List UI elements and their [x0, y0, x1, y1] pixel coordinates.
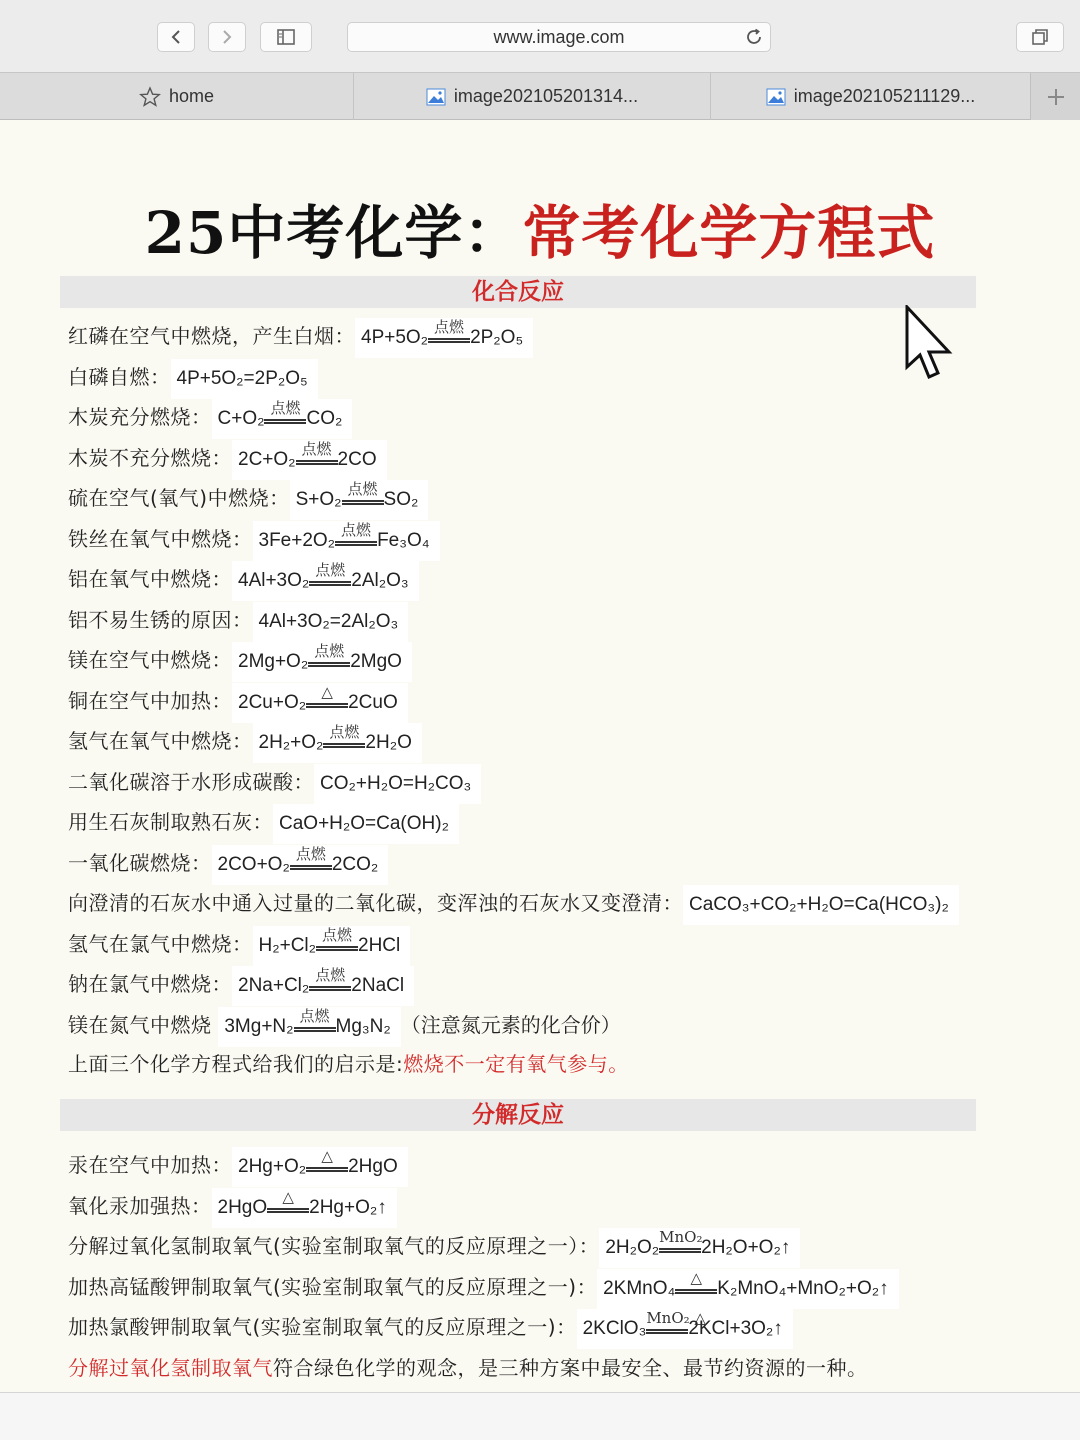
equation-products: K₂MnO₄+MnO₂+O₂↑	[717, 1277, 889, 1299]
equation-products: Fe₃O₄	[377, 529, 430, 551]
reaction-label: 铜在空气中加热：	[68, 688, 232, 713]
reaction-label: 氢气在氧气中燃烧：	[68, 729, 253, 753]
equals-bars	[342, 500, 384, 505]
equation-reactants: 2CO+O₂	[217, 853, 290, 875]
equation-reactants: 2Cu+O₂	[238, 691, 307, 713]
equation-reactants: 2Na+Cl₂	[238, 975, 310, 996]
reaction-equation	[355, 318, 533, 358]
new-tab-button[interactable]	[1030, 73, 1080, 120]
reaction-condition	[290, 845, 332, 885]
tab-image-1[interactable]	[354, 73, 711, 120]
page-footer	[0, 1392, 1080, 1440]
condition-text: 点燃	[270, 399, 301, 417]
equation-products: 2MgO	[350, 651, 402, 672]
equals-bars	[308, 662, 350, 667]
reaction-line	[68, 1186, 397, 1226]
reaction-equation	[253, 521, 440, 561]
equals-bars	[316, 946, 358, 951]
reaction-equation	[683, 885, 959, 925]
equation-reactants: 2KMnO₄	[603, 1277, 676, 1299]
reaction-label: 硫在空气(氧气)中燃烧：	[68, 486, 290, 510]
reaction-condition	[646, 1309, 706, 1349]
reaction-label: 汞在空气中加热：	[68, 1153, 232, 1177]
reaction-equation	[577, 1309, 793, 1349]
reaction-line	[68, 681, 408, 721]
tab-bar	[0, 72, 1080, 120]
equation-products: 2HCl	[358, 934, 401, 956]
reaction-condition	[342, 480, 384, 520]
condition-text: 点燃	[315, 561, 346, 579]
image-icon	[766, 88, 786, 106]
reaction-line	[68, 316, 533, 356]
reaction-line	[68, 1226, 800, 1266]
reaction-label: 向澄清的石灰水中通入过量的二氧化碳，变浑浊的石灰水又变澄清：	[68, 891, 683, 915]
reaction-line	[68, 1267, 899, 1307]
reaction-label: 加热高锰酸钾制取氧气(实验室制取氧气的反应原理之一)：	[68, 1274, 598, 1299]
reaction-label: 铝不易生锈的原因：	[68, 607, 253, 632]
reaction-equation	[253, 602, 409, 642]
reaction-condition	[267, 1188, 309, 1228]
tab-image-2-label: image202105211129...	[793, 86, 976, 106]
equals-bars	[294, 1027, 336, 1032]
conclusion-line: 分解过氧化氢制取氧气符合绿色化学的观念，是三种方案中最安全、最节约资源的一种。	[68, 1356, 868, 1380]
reaction-label: 分解过氧化氢制取氧气(实验室制取氧气的反应原理之一）：	[68, 1234, 600, 1258]
reaction-line	[68, 559, 419, 599]
page-title: 25中考化学：常考化学方程式	[144, 199, 936, 267]
condition-text: △	[321, 1147, 333, 1165]
url-text: www.image.com	[493, 27, 625, 47]
condition-text: 点燃	[314, 642, 345, 660]
reaction-equation	[232, 440, 387, 480]
reaction-condition	[309, 966, 351, 1006]
condition-text: 点燃	[347, 480, 378, 498]
equation-reactants: 4Al+3O₂	[238, 570, 310, 591]
condition-text: 点燃	[329, 723, 360, 741]
reaction-equation	[171, 359, 318, 399]
reaction-condition	[316, 926, 358, 966]
equals-bars	[306, 1167, 348, 1172]
reaction-line	[68, 802, 459, 842]
equation-products: 2Hg+O₂↑	[309, 1196, 387, 1218]
plus-icon	[1046, 87, 1066, 107]
reaction-label: 红磷在空气中燃烧，产生白烟：	[68, 324, 355, 348]
reaction-label: 二氧化碳溶于水形成碳酸：	[68, 769, 314, 794]
reaction-condition	[309, 561, 351, 601]
reaction-equation	[232, 561, 419, 601]
reaction-line	[68, 1307, 793, 1347]
equation-products: 2H₂O	[365, 732, 412, 753]
reaction-line	[68, 924, 410, 964]
tab-home-label: home	[168, 86, 215, 106]
reaction-label: 氧化汞加强热：	[68, 1193, 212, 1218]
reaction-equation	[212, 845, 389, 885]
equals-bars	[267, 1208, 309, 1213]
tab-image-1-label: image202105201314...	[453, 86, 639, 106]
section-header-combination: 化合反应	[60, 276, 976, 308]
tabs-overview-icon	[1031, 28, 1049, 46]
equals-bars	[306, 703, 348, 708]
reaction-label: 铝在氧气中燃烧：	[68, 567, 232, 591]
equals-bars	[309, 986, 351, 991]
reaction-label: 氢气在氯气中燃烧：	[68, 931, 253, 956]
equals-bars	[323, 743, 365, 748]
reaction-line	[68, 964, 414, 1004]
condition-text: 点燃	[299, 1006, 330, 1025]
reaction-condition	[323, 723, 365, 763]
equation-reactants: 2C+O₂	[238, 448, 296, 470]
reaction-line	[68, 478, 428, 518]
browser-toolbar	[0, 0, 1080, 72]
reaction-line	[68, 1145, 408, 1185]
equation-products: Mg₃N₂	[335, 1015, 391, 1037]
reaction-equation	[232, 966, 414, 1006]
reaction-label: 镁在氮气中燃烧	[68, 1012, 219, 1037]
condition-text: △	[321, 682, 333, 701]
tab-image-2[interactable]	[711, 73, 1031, 120]
reaction-note: （注意氮元素的化合价）	[400, 1012, 621, 1037]
reaction-line	[68, 640, 412, 680]
forward-button[interactable]	[208, 22, 246, 52]
reaction-condition	[306, 683, 348, 723]
reaction-line	[68, 397, 352, 437]
condition-text: △	[282, 1187, 294, 1206]
reaction-condition	[659, 1228, 701, 1268]
equation-products: 2CO	[337, 448, 377, 470]
reaction-line	[68, 519, 440, 559]
reaction-equation	[232, 683, 408, 723]
chevron-left-icon	[169, 29, 183, 45]
reaction-condition	[264, 399, 306, 439]
reaction-line	[68, 721, 422, 761]
reaction-equation	[314, 764, 481, 804]
mouse-cursor-icon	[904, 305, 956, 381]
equals-bars	[264, 419, 306, 424]
equation-products: 2NaCl	[351, 975, 405, 996]
reaction-line	[68, 1005, 621, 1045]
equation-products: 2HgO	[348, 1156, 398, 1177]
condition-text: 点燃	[295, 844, 326, 863]
equation-reactants: 4Al+3O₂=2Al₂O₃	[258, 610, 399, 632]
equals-bars	[296, 460, 338, 465]
reaction-label: 钠在氯气中燃烧：	[68, 972, 232, 996]
tab-home[interactable]	[0, 73, 354, 120]
reaction-condition	[428, 318, 470, 358]
reaction-label: 木炭充分燃烧：	[68, 405, 212, 429]
reaction-equation	[212, 1188, 397, 1228]
condition-text: 点燃	[434, 318, 465, 336]
reaction-condition	[335, 521, 377, 561]
reaction-label: 加热氯酸钾制取氧气(实验室制取氧气的反应原理之一)：	[68, 1315, 577, 1339]
equation-reactants: 3Mg+N₂	[224, 1015, 294, 1037]
insight-line: 上面三个化学方程式给我们的启示是:燃烧不一定有氧气参与。	[68, 1052, 629, 1076]
reload-icon[interactable]	[744, 27, 764, 47]
tabs-overview-button[interactable]	[1016, 22, 1064, 52]
image-icon	[426, 88, 446, 106]
reaction-line	[68, 762, 481, 802]
equation-reactants: CaO+H₂O=Ca(OH)₂	[279, 813, 449, 834]
reaction-equation	[232, 1147, 408, 1187]
star-icon	[139, 86, 161, 108]
reaction-label: 镁在空气中燃烧：	[68, 648, 232, 672]
equation-reactants: 2H₂O₂	[605, 1237, 660, 1258]
reaction-equation	[212, 399, 353, 439]
reaction-line	[68, 438, 387, 478]
equals-bars	[428, 338, 470, 343]
equation-reactants: 3Fe+2O₂	[258, 529, 336, 551]
reaction-line	[68, 600, 408, 640]
equation-reactants: C+O₂	[217, 408, 265, 429]
equation-products: 2Al₂O₃	[351, 570, 409, 591]
reaction-equation	[290, 480, 429, 520]
sidebar-button[interactable]	[260, 22, 312, 52]
reaction-condition	[308, 642, 350, 682]
equation-products: CO₂	[306, 408, 343, 429]
reaction-condition	[296, 440, 338, 480]
reaction-label: 用生石灰制取熟石灰：	[68, 810, 273, 834]
condition-text: MnO₂ △	[646, 1309, 706, 1327]
equals-bars	[646, 1329, 688, 1334]
equation-reactants: 4P+5O₂	[361, 327, 429, 348]
equals-bars	[675, 1289, 717, 1294]
equation-reactants: 2Hg+O₂	[238, 1156, 307, 1177]
reaction-label: 木炭不充分燃烧：	[68, 445, 232, 470]
reaction-equation	[232, 642, 412, 682]
equation-reactants: H₂+Cl₂	[258, 934, 317, 956]
reaction-line	[68, 883, 959, 923]
equals-bars	[659, 1248, 701, 1253]
equation-reactants: 2HgO	[217, 1196, 268, 1218]
condition-text: MnO₂	[659, 1228, 703, 1246]
equation-products: 2KCl+3O₂↑	[688, 1318, 783, 1339]
equation-reactants: CaCO₃+CO₂+H₂O=Ca(HCO₃)₂	[689, 894, 949, 915]
equation-products: 2H₂O+O₂↑	[701, 1237, 791, 1258]
address-bar[interactable]	[347, 22, 771, 52]
chevron-right-icon	[220, 29, 234, 45]
reaction-equation	[273, 804, 459, 844]
reaction-equation	[253, 723, 422, 763]
condition-text: △	[690, 1268, 703, 1287]
condition-text: 点燃	[301, 439, 332, 458]
equation-reactants: S+O₂	[295, 489, 342, 510]
equals-bars	[309, 581, 351, 586]
reaction-equation	[218, 1007, 400, 1047]
equation-products: 2CuO	[348, 691, 398, 713]
back-button[interactable]	[157, 22, 195, 52]
equation-reactants: 2Mg+O₂	[238, 651, 309, 672]
reaction-label: 一氧化碳燃烧：	[68, 850, 212, 875]
equation-reactants: 2KClO₃	[582, 1318, 647, 1339]
reaction-label: 铁丝在氧气中燃烧：	[68, 526, 253, 551]
reaction-equation	[253, 926, 411, 966]
reaction-line	[68, 357, 318, 397]
equation-products: 2CO₂	[331, 853, 379, 875]
condition-text: 点燃	[341, 520, 372, 539]
reaction-equation	[597, 1269, 899, 1309]
condition-text: 点燃	[322, 925, 353, 944]
equals-bars	[290, 865, 332, 870]
equals-bars	[335, 541, 377, 546]
equation-reactants: 2H₂+O₂	[258, 732, 324, 753]
reaction-condition	[294, 1007, 336, 1047]
equation-products: SO₂	[383, 489, 419, 510]
equation-reactants: 4P+5O₂=2P₂O₅	[176, 367, 308, 389]
sidebar-icon	[277, 29, 295, 45]
reaction-condition	[675, 1269, 717, 1309]
equation-products: 2P₂O₅	[470, 327, 524, 348]
condition-text: 点燃	[315, 966, 346, 984]
reaction-condition	[306, 1147, 348, 1187]
reaction-equation	[599, 1228, 800, 1268]
reaction-line	[68, 843, 388, 883]
equation-reactants: CO₂+H₂O=H₂CO₃	[320, 772, 472, 794]
section-header-decomposition: 分解反应	[60, 1099, 976, 1131]
reaction-label: 白磷自燃：	[68, 364, 171, 389]
